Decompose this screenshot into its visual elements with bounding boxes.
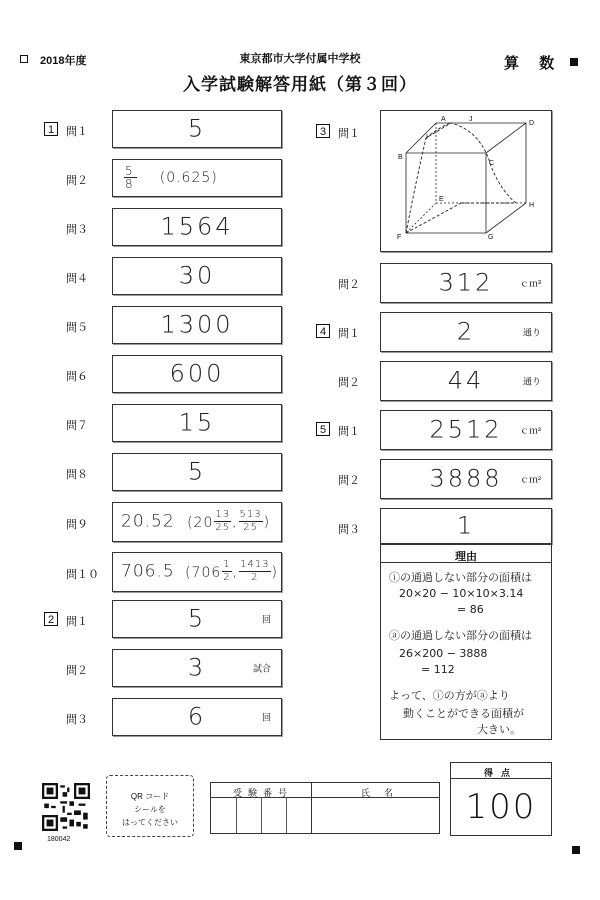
q1-5-answer-box bbox=[112, 306, 282, 344]
q1-9-close: ) bbox=[263, 514, 271, 531]
q4-2-label: 問２ bbox=[338, 377, 360, 389]
q2-2-label: 問２ bbox=[66, 665, 88, 677]
sticker-text-line-1: QR コード bbox=[130, 792, 170, 801]
reason-title: 理由 bbox=[455, 551, 477, 563]
q5-1-answer: 2512 bbox=[429, 415, 503, 444]
vertex-label-i: I bbox=[426, 134, 428, 141]
score-table bbox=[450, 762, 552, 836]
registration-mark-bottom-right bbox=[572, 846, 580, 854]
q1-10-main: 706.5 bbox=[121, 561, 175, 582]
q2-2-answer: 3 bbox=[187, 653, 207, 682]
q4-1-answer: 2 bbox=[456, 317, 476, 346]
reason-line-7: よって、ⓘの方がⓐより bbox=[389, 689, 510, 702]
q5-1-unit: ｃｍ² bbox=[520, 425, 541, 436]
q1-7-answer-box bbox=[112, 404, 282, 442]
reason-line-5: 26×200 − 3888 bbox=[399, 647, 488, 660]
q1-9-frac1-num: 13 bbox=[215, 509, 231, 520]
reason-line-1: ⓘの通過しない部分の面積は bbox=[389, 571, 532, 584]
q1-10-frac2-den: 2 bbox=[251, 572, 259, 583]
vertex-label-e: E bbox=[439, 196, 444, 203]
registration-mark-bottom-left bbox=[14, 842, 22, 850]
q5-2-answer-box bbox=[380, 459, 552, 499]
vertex-label-c: C bbox=[489, 160, 495, 167]
q5-2-unit: ｃｍ² bbox=[520, 474, 541, 485]
q5-2-label: 問２ bbox=[338, 475, 360, 487]
q1-7-label: 問７ bbox=[66, 420, 88, 432]
q3-2-answer: 312 bbox=[438, 268, 494, 297]
q1-2-denominator: 8 bbox=[125, 177, 136, 191]
q1-7-answer: 15 bbox=[178, 408, 216, 437]
exam-number-label: 受験番号 bbox=[233, 788, 294, 798]
q5-3-reason-box bbox=[380, 544, 552, 740]
q1-2-numerator: 5 bbox=[125, 164, 136, 178]
reason-line-8: 動くことができる面積が bbox=[403, 707, 524, 720]
q1-2-answer-box bbox=[112, 159, 282, 197]
q1-9-sep: , bbox=[232, 514, 238, 531]
reason-line-9: 大きい。 bbox=[477, 723, 521, 736]
q1-9-frac2-num: 513 bbox=[239, 509, 262, 520]
q1-3-answer: 1564 bbox=[160, 212, 234, 241]
q1-9-main: 20.52 bbox=[121, 511, 175, 532]
q1-1-answer-box bbox=[112, 110, 282, 148]
q1-6-label: 問６ bbox=[66, 371, 88, 383]
q3-1-figure-box bbox=[380, 110, 552, 252]
q1-8-label: 問８ bbox=[66, 469, 88, 481]
subject-label: 算 数 bbox=[504, 55, 563, 72]
q2-2-unit: 試合 bbox=[252, 663, 271, 674]
vertex-label-d: D bbox=[529, 120, 535, 127]
q4-2-answer: 44 bbox=[447, 366, 485, 395]
q3-2-answer-box bbox=[380, 263, 552, 303]
q1-4-answer: 30 bbox=[178, 261, 216, 290]
q3-2-label: 問２ bbox=[338, 279, 360, 291]
q4-1-label: 問１ bbox=[338, 328, 360, 340]
q2-1-answer: 5 bbox=[187, 604, 207, 633]
vertex-label-h: H bbox=[529, 202, 535, 209]
q1-6-answer-box bbox=[112, 355, 282, 393]
q1-1-label: 問１ bbox=[66, 126, 88, 138]
q1-5-label: 問５ bbox=[66, 322, 88, 334]
q1-6-answer: 600 bbox=[169, 359, 225, 388]
q1-10-label: 問１０ bbox=[66, 569, 99, 581]
q1-9-answer bbox=[121, 509, 281, 534]
q4-1-unit: 通り bbox=[522, 327, 541, 338]
q2-1-label: 問１ bbox=[66, 616, 88, 628]
q1-9-label: 問９ bbox=[66, 519, 88, 531]
cube-diagram bbox=[381, 111, 551, 251]
page-title: 入学試験解答用紙（第３回） bbox=[183, 75, 417, 94]
q5-3-answer-box bbox=[380, 508, 552, 544]
vertex-label-g: G bbox=[488, 234, 494, 241]
q1-10-answer bbox=[121, 559, 281, 584]
vertex-label-b: B bbox=[398, 154, 403, 161]
section-number-2: 2 bbox=[44, 612, 58, 626]
exam-year: 2018年度 bbox=[40, 55, 87, 67]
section-number-3: 3 bbox=[316, 124, 330, 138]
q1-9-frac2-den: 25 bbox=[243, 522, 258, 533]
q1-9-frac1-den: 25 bbox=[215, 522, 231, 533]
q4-2-unit: 通り bbox=[522, 376, 541, 387]
section-number-1: 1 bbox=[44, 122, 58, 136]
q1-5-answer: 1300 bbox=[160, 310, 234, 339]
q2-3-answer-box bbox=[112, 698, 282, 736]
q2-1-answer-box bbox=[112, 600, 282, 638]
reason-line-2: 20×20 − 10×10×3.14 bbox=[399, 587, 524, 600]
reason-line-6: = 112 bbox=[421, 663, 455, 676]
q3-2-unit: ｃｍ³ bbox=[520, 278, 541, 289]
q1-10-close: ) bbox=[271, 564, 279, 581]
q2-3-answer: 6 bbox=[187, 702, 207, 731]
q4-1-answer-box bbox=[380, 312, 552, 352]
q5-2-answer: 3888 bbox=[429, 464, 503, 493]
q5-3-answer: 1 bbox=[456, 511, 476, 540]
q1-10-frac1-den: 2 bbox=[223, 572, 231, 583]
q1-10-sep: , bbox=[232, 564, 239, 581]
q5-1-answer-box bbox=[380, 410, 552, 450]
reason-line-3: = 86 bbox=[457, 603, 484, 616]
q2-1-unit: 回 bbox=[261, 614, 271, 625]
sticker-text-line-3: はってください bbox=[122, 818, 178, 827]
q1-8-answer-box bbox=[112, 453, 282, 491]
q5-1-label: 問１ bbox=[338, 426, 360, 438]
q1-9-open: (20 bbox=[187, 514, 214, 531]
name-label: 氏名 bbox=[361, 788, 408, 798]
q1-1-answer: 5 bbox=[187, 114, 207, 143]
q1-2-answer bbox=[123, 165, 281, 190]
q1-2-label: 問２ bbox=[66, 175, 88, 187]
q1-10-open: (706 bbox=[185, 564, 222, 581]
q1-8-answer: 5 bbox=[187, 457, 207, 486]
school-name: 東京都市大学付属中学校 bbox=[239, 53, 361, 65]
q3-1-label: 問１ bbox=[338, 128, 360, 140]
q1-4-label: 問４ bbox=[66, 273, 88, 285]
vertex-label-a: A bbox=[441, 116, 446, 123]
sticker-text-line-2: シールを bbox=[134, 805, 166, 814]
q1-3-label: 問３ bbox=[66, 224, 88, 236]
q5-3-label: 問３ bbox=[338, 524, 360, 536]
q1-10-frac1-num: 1 bbox=[223, 559, 231, 570]
q1-3-answer-box bbox=[112, 208, 282, 246]
qr-code-image bbox=[42, 783, 90, 831]
vertex-label-f: F bbox=[397, 234, 402, 241]
q4-2-answer-box bbox=[380, 361, 552, 401]
q1-4-answer-box bbox=[112, 257, 282, 295]
q2-2-answer-box bbox=[112, 649, 282, 687]
q1-10-frac2-num: 1413 bbox=[240, 559, 270, 570]
q2-3-unit: 回 bbox=[261, 712, 271, 723]
q2-3-label: 問３ bbox=[66, 714, 88, 726]
reason-line-4: ⓐの通過しない部分の面積は bbox=[389, 629, 532, 642]
vertex-label-j: J bbox=[469, 116, 473, 123]
q1-9-answer-box bbox=[112, 502, 282, 542]
q1-2-decimal: (0.625) bbox=[159, 170, 218, 186]
qr-sticker-area bbox=[106, 775, 194, 837]
score-label: 得点 bbox=[483, 768, 518, 778]
section-number-4: 4 bbox=[316, 324, 330, 338]
exam-id-table bbox=[210, 782, 440, 834]
section-number-5: 5 bbox=[316, 422, 330, 436]
qr-code-id: 180042 bbox=[47, 836, 71, 843]
q1-10-answer-box bbox=[112, 552, 282, 592]
score-value: 100 bbox=[465, 787, 537, 827]
